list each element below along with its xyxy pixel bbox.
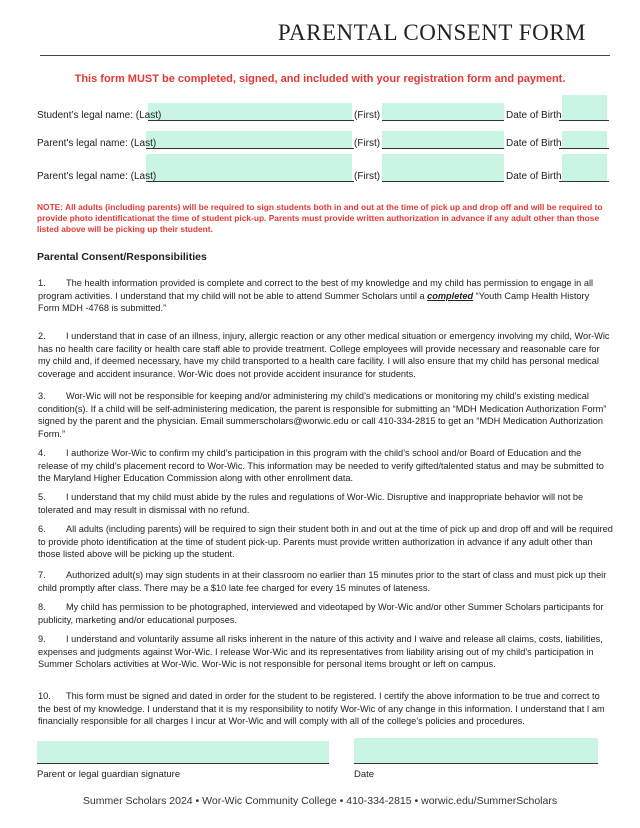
parent2-dob-label: Date of Birth bbox=[506, 171, 562, 182]
student-dob-field[interactable] bbox=[562, 95, 607, 121]
clause-7 bbox=[38, 569, 613, 594]
title-rule bbox=[40, 55, 610, 56]
pickup-note: NOTE: All adults (including parents) will be required to sign students both in and out at the time of pick up and drop off and will be required to provide photo identificationat the time of student pick-up. Parents must provide written authorization in advance if any adult other than those listed above will be picking up their student. bbox=[37, 202, 603, 234]
parent1-first-label: (First) bbox=[354, 138, 381, 149]
signature-label: Parent or legal guardian signature bbox=[37, 769, 181, 780]
clause-text: I understand that in case of an illness, injury, allergic reaction or any other medical situation or emergency involving my child, Wor-Wic has no health care facility or health care staff able to provide treatment. College employees will provide necessary and reasonable care for my child and, if deemed necessary, have my child transported to a health care facility. I will also ensure that my child has personal medical coverage and accident insurance. Wor-Wic does not provide accident insurance for students. bbox=[38, 331, 610, 379]
clause-number: 8. bbox=[38, 602, 46, 612]
clause-6 bbox=[38, 523, 613, 561]
clause-text: I understand and voluntarily assume all risks inherent in the nature of this activity and I waive and release all claims, costs, liabilities, expenses and judgments against Wor-Wic. I release Wor-Wic and its representatives from liability arising out of my child’s participation in Summer Scholars activities at Wor-Wic. Wor-Wic is not responsible for personal items brought or left on campus. bbox=[38, 634, 603, 670]
clause-1 bbox=[38, 277, 613, 315]
parent2-name-row bbox=[37, 166, 612, 182]
parent1-name-row bbox=[37, 133, 612, 149]
clause-4 bbox=[38, 447, 613, 485]
parent2-last-line bbox=[146, 181, 354, 182]
clause-text-pre: The health information provided is complete and correct to the best of my knowledge and my child has permission to engage in all program activities. I understand that my child will not be able to attend Summer Scholars until a bbox=[38, 278, 594, 301]
clause-number: 1. bbox=[38, 278, 46, 288]
instruction-text: This form MUST be completed, signed, and included with your registration form and payment. bbox=[74, 73, 566, 85]
clause-text: All adults (including parents) will be required to sign their student both in and out at the time of pick up and drop off and will be required to provide photo identification at the time of student pick-up. Parents must provide written authorization in advance if any adult other than those listed above will be picking up the student. bbox=[38, 524, 613, 560]
parent2-last-label: Parent's legal name: (Last) bbox=[37, 171, 157, 182]
clause-text: I understand that my child must abide by the rules and regulations of Wor-Wic. Disruptive and inappropriate behavior will not be tolerated and may result in dismissal with no refund. bbox=[38, 492, 584, 515]
form-title: PARENTAL CONSENT FORM bbox=[277, 20, 586, 45]
parent1-last-label: Parent's legal name: (Last) bbox=[37, 138, 157, 149]
date-line bbox=[354, 738, 598, 764]
student-first-line bbox=[382, 120, 504, 121]
clause-text: This form must be signed and dated in order for the student to be registered. I certify the above information to be true and correct to the best of my knowledge. I understand that it is my responsibility to notify Wor-Wic of any change in this information. I understand that I am financially responsible for all charges I incur at Wor-Wic and will comply with all of the college’s policies and procedures. bbox=[38, 691, 605, 727]
clause-number: 7. bbox=[38, 570, 46, 580]
clause-number: 5. bbox=[38, 492, 46, 502]
signature-line bbox=[37, 741, 329, 764]
clause-text: Authorized adult(s) may sign students in at their classroom no earlier than 15 minutes prior to the start of class and must pick up their child promptly after class. There may be a $10 late fee charged for every 15 minutes of lateness. bbox=[38, 570, 607, 593]
student-first-field[interactable] bbox=[382, 103, 504, 121]
clause-text: I authorize Wor-Wic to confirm my child’s participation in this program with the child’s school and/or Board of Education and the release of my child’s placement record to Wor-Wic. This information may be needed to verify gifted/talented status and may be submitted to the Maryland Higher Education Commission along with other enrollment data. bbox=[38, 448, 604, 484]
clause-number: 2. bbox=[38, 331, 46, 341]
student-last-label: Student’s legal name: (Last) bbox=[37, 110, 162, 121]
date-label: Date bbox=[354, 769, 375, 780]
parent1-first-field[interactable] bbox=[382, 131, 504, 149]
clause-number: 6. bbox=[38, 524, 46, 534]
footer: Summer Scholars 2024 • Wor-Wic Community College • 410-334-2815 • worwic.edu/SummerScholars bbox=[82, 795, 558, 807]
clause-number: 3. bbox=[38, 391, 46, 401]
clause-text-post: “Youth Camp Health History Form MDH -4768 is submitted.” bbox=[38, 290, 590, 314]
parent1-dob-line bbox=[559, 148, 609, 149]
clause-number: 10. bbox=[38, 691, 51, 701]
section-title: Parental Consent/Responsibilities bbox=[37, 251, 207, 263]
clause-5 bbox=[38, 491, 613, 516]
parent1-first-line bbox=[382, 148, 504, 149]
clause-text: Wor-Wic will not be responsible for keeping and/or administering my child’s medications or monitoring my child’s existing medical condition(s). If a child will be self-administering medication, the parent is responsible for submitting an “MDH Medication Authorization Form” signed by the parent and the physician. Email summerscholars@worwic.edu or call 410-334-2815 to get an “MDH Medication Authorization Form.” bbox=[38, 391, 607, 439]
clause-10 bbox=[38, 690, 613, 728]
parent1-dob-field[interactable] bbox=[562, 131, 607, 149]
parent2-last-field[interactable] bbox=[146, 154, 352, 182]
student-last-line bbox=[148, 120, 354, 121]
parent2-first-field[interactable] bbox=[382, 154, 504, 182]
parent1-last-line bbox=[146, 148, 354, 149]
parent2-first-line bbox=[382, 181, 504, 182]
clause-number: 4. bbox=[38, 448, 46, 458]
clause-emphasis: completed bbox=[427, 290, 474, 301]
parent1-dob-label: Date of Birth bbox=[506, 138, 562, 149]
clause-text: My child has permission to be photographed, interviewed and videotaped by Wor-Wic and/or other Summer Scholars participants for publicity, marketing and/or educational purposes. bbox=[38, 602, 604, 625]
clause-number: 9. bbox=[38, 634, 46, 644]
clause-3 bbox=[38, 390, 613, 440]
parent2-dob-line bbox=[559, 181, 609, 182]
student-dob-line bbox=[559, 120, 609, 121]
student-dob-label: Date of Birth bbox=[506, 110, 562, 121]
student-last-field[interactable] bbox=[148, 103, 352, 121]
parent2-first-label: (First) bbox=[354, 171, 381, 182]
clause-2 bbox=[38, 330, 613, 380]
student-first-label: (First) bbox=[354, 110, 381, 121]
clause-8 bbox=[38, 601, 613, 626]
clause-9 bbox=[38, 633, 613, 671]
parent1-last-field[interactable] bbox=[146, 131, 352, 149]
student-name-row bbox=[37, 105, 612, 121]
parent2-dob-field[interactable] bbox=[562, 154, 607, 182]
